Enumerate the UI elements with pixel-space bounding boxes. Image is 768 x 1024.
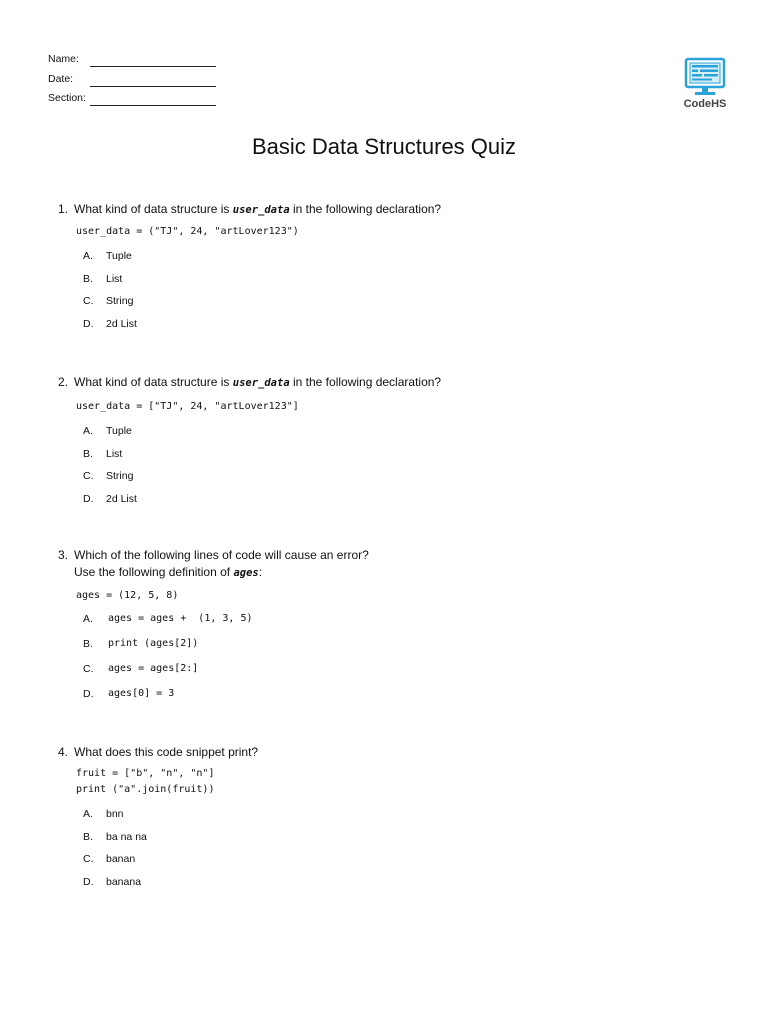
question-number: 4. bbox=[58, 745, 69, 759]
option-text: String bbox=[106, 470, 134, 482]
option-code: ages = ages[2:] bbox=[108, 663, 199, 674]
question-1 bbox=[58, 201, 738, 340]
code-snippet bbox=[76, 766, 738, 798]
option-letter: C. bbox=[83, 853, 94, 865]
option-letter: B. bbox=[83, 272, 93, 285]
option-letter: C. bbox=[83, 663, 94, 675]
date-label: Date: bbox=[48, 72, 74, 85]
option-letter: A. bbox=[83, 808, 93, 820]
option-letter: C. bbox=[83, 295, 94, 307]
option-letter: B. bbox=[83, 447, 93, 460]
keyword: ages bbox=[233, 567, 259, 579]
option-letter: D. bbox=[83, 317, 94, 330]
date-blank-line bbox=[90, 86, 216, 87]
option-c[interactable] bbox=[83, 295, 738, 318]
keyword: user_data bbox=[232, 204, 290, 216]
answer-options bbox=[83, 250, 738, 340]
prompt-text: What does this code snippet print? bbox=[74, 745, 259, 759]
question-4 bbox=[58, 744, 738, 898]
question-prompt bbox=[58, 547, 738, 582]
section-label: Section: bbox=[48, 92, 86, 104]
option-text: Tuple bbox=[106, 250, 132, 262]
question-number: 2. bbox=[58, 375, 69, 389]
option-c[interactable] bbox=[83, 853, 738, 876]
prompt-text: Use the following definition of bbox=[74, 565, 234, 579]
logo-wordmark: CodeHS bbox=[683, 98, 727, 110]
option-d[interactable] bbox=[83, 318, 738, 341]
code-snippet: user_data = ["TJ", 24, "artLover123"] bbox=[76, 401, 299, 412]
option-letter: A. bbox=[83, 425, 93, 437]
option-b[interactable] bbox=[83, 831, 738, 854]
question-prompt bbox=[58, 374, 738, 392]
option-b[interactable] bbox=[83, 448, 738, 471]
option-letter: D. bbox=[83, 688, 94, 700]
question-3 bbox=[58, 547, 738, 713]
question-prompt bbox=[58, 201, 738, 219]
option-text: 2d List bbox=[106, 492, 137, 505]
option-d[interactable] bbox=[83, 493, 738, 516]
option-text: banana bbox=[106, 875, 142, 888]
option-code: ages[0] = 3 bbox=[108, 688, 175, 699]
option-code: print (ages[2]) bbox=[108, 638, 199, 649]
prompt-text: Which of the following lines of code will cause an error? bbox=[74, 548, 369, 562]
option-letter: B. bbox=[83, 830, 93, 843]
answer-options bbox=[83, 425, 738, 515]
option-a[interactable] bbox=[83, 250, 738, 273]
question-number: 1. bbox=[58, 202, 69, 216]
option-c[interactable] bbox=[83, 663, 738, 688]
option-a[interactable] bbox=[83, 613, 738, 638]
code-snippet: user_data = ("TJ", 24, "artLover123") bbox=[76, 226, 299, 237]
name-label: Name: bbox=[48, 53, 79, 65]
option-b[interactable] bbox=[83, 273, 738, 296]
option-text: Tuple bbox=[106, 425, 132, 437]
option-text: 2d List bbox=[106, 317, 137, 330]
option-b[interactable] bbox=[83, 638, 738, 663]
option-letter: A. bbox=[83, 250, 93, 262]
answer-options bbox=[83, 613, 738, 713]
section-blank-line bbox=[90, 105, 216, 106]
prompt-text: in the following declaration? bbox=[289, 202, 442, 216]
option-letter: D. bbox=[83, 492, 94, 505]
option-text: ba na na bbox=[106, 830, 147, 843]
question-2 bbox=[58, 374, 738, 515]
option-code: ages = ages + (1, 3, 5) bbox=[108, 613, 253, 624]
codehs-logo bbox=[681, 57, 729, 117]
option-text: String bbox=[106, 295, 134, 307]
option-letter: A. bbox=[83, 613, 93, 625]
option-text: List bbox=[106, 272, 123, 285]
option-text: banan bbox=[106, 853, 136, 865]
answer-options bbox=[83, 808, 738, 898]
option-d[interactable] bbox=[83, 876, 738, 899]
option-text: bnn bbox=[106, 808, 124, 820]
prompt-text: : bbox=[258, 565, 263, 579]
page-title: Basic Data Structures Quiz bbox=[251, 134, 517, 159]
option-a[interactable] bbox=[83, 808, 738, 831]
option-letter: D. bbox=[83, 875, 94, 888]
code-line: print ("a".join(fruit)) bbox=[76, 784, 215, 795]
option-c[interactable] bbox=[83, 470, 738, 493]
option-d[interactable] bbox=[83, 688, 738, 713]
monitor-icon bbox=[684, 57, 726, 97]
code-line: fruit = ["b", "n", "n"] bbox=[76, 768, 215, 779]
question-prompt bbox=[58, 744, 738, 761]
prompt-text: What kind of data structure is bbox=[74, 202, 233, 216]
keyword: user_data bbox=[232, 377, 290, 389]
prompt-text: in the following declaration? bbox=[289, 375, 442, 389]
option-text: List bbox=[106, 447, 123, 460]
option-letter: B. bbox=[83, 638, 93, 650]
option-letter: C. bbox=[83, 470, 94, 482]
question-number: 3. bbox=[58, 548, 69, 562]
code-snippet: ages = (12, 5, 8) bbox=[76, 590, 179, 601]
option-a[interactable] bbox=[83, 425, 738, 448]
prompt-text: What kind of data structure is bbox=[74, 375, 233, 389]
name-blank-line bbox=[90, 66, 216, 67]
